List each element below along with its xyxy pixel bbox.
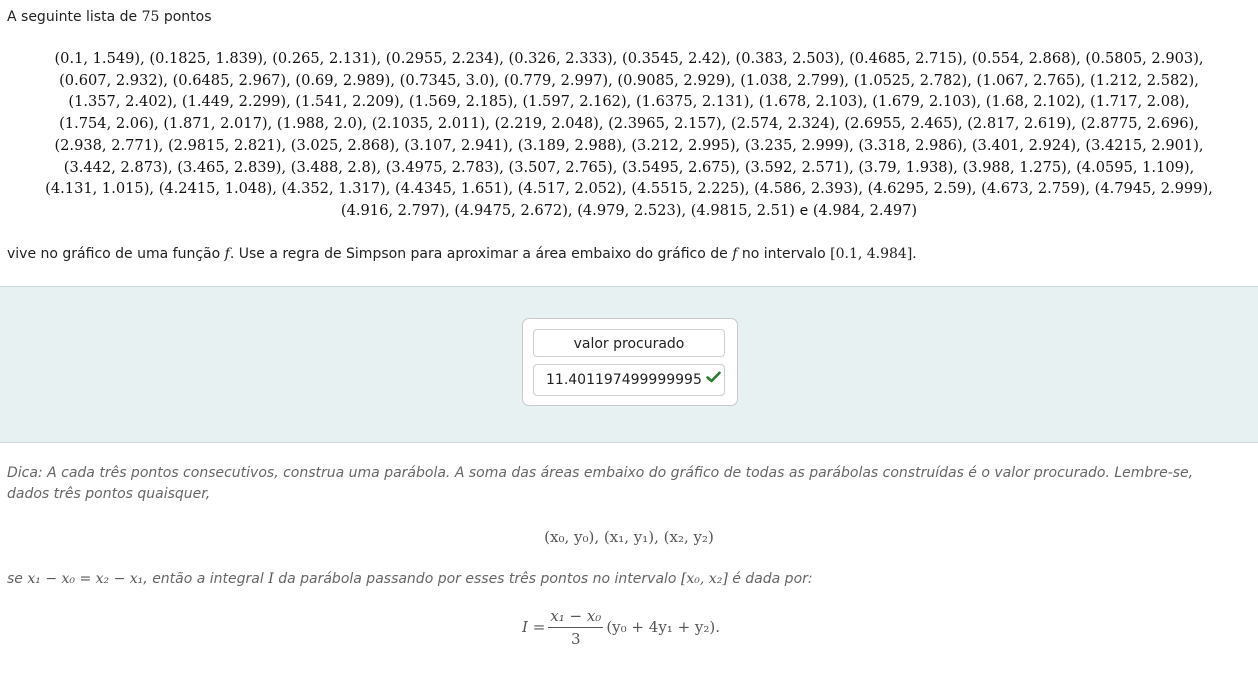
point-item: (1.679, 2.103) — [872, 93, 977, 111]
point-item: (1.871, 2.017) — [163, 115, 268, 133]
formula-lhs: I = — [522, 618, 546, 636]
point-item: (4.2415, 1.048) — [158, 180, 273, 198]
point-item: (0.2955, 2.234) — [385, 50, 500, 67]
point-item: (1.067, 2.765) — [976, 71, 1081, 89]
problem-statement — [7, 246, 917, 262]
point-item: (2.9815, 2.821) — [167, 136, 282, 154]
point-item: (3.107, 2.941) — [404, 136, 509, 154]
point-item: (3.442, 2.873) — [63, 158, 168, 176]
answer-input[interactable] — [533, 364, 725, 396]
point-item: (4.0595, 1.109) — [1076, 158, 1190, 176]
point-item: (3.189, 2.988) — [517, 136, 623, 154]
point-item: (3.318, 2.986) — [858, 136, 963, 154]
point-item: (4.4345, 1.651) — [395, 180, 509, 198]
point-item: (1.988, 2.0) — [276, 115, 363, 133]
point-item: (3.5495, 2.675) — [622, 158, 736, 176]
intro-suffix: pontos — [159, 9, 212, 25]
point-item: (3.4975, 2.783) — [385, 158, 500, 176]
point-item: (1.569, 2.185) — [408, 93, 514, 111]
point-item: (0.7345, 3.0) — [399, 71, 495, 89]
point-item: (2.219, 2.048) — [494, 115, 599, 133]
cond-math: x₁ − x₀ = x₂ − x₁ — [27, 571, 144, 587]
point-item: (1.038, 2.799) — [740, 71, 845, 89]
points-list: (0.1, 1.549), (0.1825, 1.839), (0.265, 2.131), (0.2955, 2.234), (0.326, 2.333), (0.3545, 2.42), (0.383, 2.503), (0.4685, 2.715), (0.554, 2.868), (0.5805, 2.903), (0.607, 2.932), (0.6485, 2.967), (0.69, 2.989), (0.7345, 3.0), (0.779, 2.997), (0.9085, 2.929), (1.038, 2.799), (1.0525, 2.782), (1.067, 2.765), (1.212, 2.582), (1.357, 2.402), (1.449, 2.299), (1.541, 2.209), (1.569, 2.185), (1.597, 2.162), (1.6375, 2.131), (1.678, 2.103), (1.679, 2.103), (1.68, 2.102), (1.717, 2.08), (1.754, 2.06), (1.871, 2.017), (1.988, 2.0), (2.1035, 2.011), (2.219, 2.048), (2.3965, 2.157), (2.574, 2.324), (2.6955, 2.465), (2.817, 2.619), (2.8775, 2.696), (2.938, 2.771), (2.9815, 2.821), (3.025, 2.868), (3.107, 2.941), (3.189, 2.988), (3.212, 2.995), (3.235, 2.999), (3.318, 2.986), (3.401, 2.924), (3.4215, 2.901), (3.442, 2.873), (3.465, 2.839), (3.488, 2.8), (3.4975, 2.783), (3.507, 2.765), (3.5495, 2.675), (3.592, 2.571), (3.79, 1.938), (3.988, 1.275), (4.0595, 1.109), (4.131, 1.015), (4.2415, 1.048), (4.352, 1.317), (4.4345, 1.651), (4.517, 2.052), (4.5515, 2.225), (4.586, 2.393), (4.6295, 2.59), (4.673, 2.759), (4.7945, 2.999), (4.916, 2.797), (4.9475, 2.672), (4.979, 2.523), (4.9815, 2.51) e (4.984, 2.497) — [45, 50, 1213, 219]
point-item: (0.383, 2.503) — [735, 50, 840, 67]
point-item: (0.5805, 2.903) — [1085, 50, 1199, 67]
problem-text-3: no intervalo — [737, 246, 831, 262]
point-item: (0.1, 1.549) — [54, 50, 141, 67]
point-item: (0.779, 2.997) — [503, 71, 609, 89]
hint-points-formula: (x₀, y₀), (x₁, y₁), (x₂, y₂) — [544, 528, 714, 546]
intro-text — [7, 9, 212, 25]
formula-denominator: 3 — [571, 629, 581, 648]
formula-rhs: (y₀ + 4y₁ + y₂). — [606, 618, 721, 636]
function-symbol-2: f — [732, 246, 738, 262]
point-item: (4.673, 2.759) — [981, 180, 1086, 198]
point-item: (4.984, 2.497) — [812, 201, 918, 219]
simpson-formula — [522, 604, 720, 650]
point-item: (0.1825, 1.839) — [149, 50, 263, 67]
check-icon — [706, 364, 721, 394]
cond-prefix: se — [7, 571, 28, 587]
answer-label: valor procurado — [533, 329, 725, 357]
point-item: (4.6295, 2.59) — [867, 180, 972, 198]
point-item: (0.4685, 2.715) — [849, 50, 963, 67]
point-item: (2.938, 2.771) — [54, 136, 159, 154]
point-item: (0.69, 2.989) — [295, 71, 391, 89]
point-item: (3.465, 2.839) — [177, 158, 282, 176]
points-conjunction: e — [799, 202, 809, 219]
problem-end: . — [912, 246, 917, 262]
point-item: (1.754, 2.06) — [59, 115, 155, 133]
point-item: (2.1035, 2.011) — [371, 115, 486, 133]
point-item: (1.717, 2.08) — [1090, 93, 1185, 111]
point-item: (4.916, 2.797) — [340, 201, 446, 219]
hint-condition — [7, 571, 813, 587]
point-item: (1.597, 2.162) — [522, 93, 627, 111]
answer-panel — [0, 286, 1258, 443]
point-item: (4.352, 1.317) — [281, 180, 386, 198]
problem-text-2: . Use a regra de Simpson para aproximar a área embaixo do gráfico de — [229, 246, 733, 262]
point-item: (3.025, 2.868) — [290, 136, 395, 154]
hint-text: Dica: A cada três pontos consecutivos, construa uma parábola. A soma das áreas embaixo do gráfico de todas as parábolas construídas é o valor procurado. Lembre-se, dados três pontos quaisquer, — [7, 465, 1194, 502]
point-item: (4.9815, 2.51) — [690, 201, 795, 219]
point-item: (2.3965, 2.157) — [608, 115, 722, 133]
point-item: (3.592, 2.571) — [744, 158, 850, 176]
formula-fraction — [548, 607, 603, 648]
point-item: (1.6375, 2.131) — [635, 93, 750, 111]
point-count: 75 — [141, 9, 160, 25]
point-item: (1.678, 2.103) — [758, 93, 863, 111]
point-item: (4.586, 2.393) — [754, 180, 859, 198]
cond-middle: , então a integral — [143, 571, 269, 587]
point-item: (0.6485, 2.967) — [172, 71, 287, 89]
cond-interval: [x₀, x₂] — [680, 571, 728, 587]
point-item: (4.517, 2.052) — [517, 180, 623, 198]
point-item: (1.357, 2.402) — [68, 93, 173, 111]
point-item: (1.68, 2.102) — [985, 93, 1081, 111]
point-item: (1.212, 2.582) — [1090, 71, 1195, 89]
point-item: (3.4215, 2.901) — [1085, 136, 1199, 154]
intro-prefix: A seguinte lista de — [7, 9, 142, 25]
interval: [0.1, 4.984] — [830, 246, 913, 262]
problem-text-1: vive no gráfico de uma função — [7, 246, 225, 262]
point-item: (4.979, 2.523) — [577, 201, 682, 219]
point-item: (0.265, 2.131) — [272, 50, 377, 67]
point-item: (0.326, 2.333) — [508, 50, 613, 67]
point-item: (0.554, 2.868) — [971, 50, 1077, 67]
point-item: (3.488, 2.8) — [290, 158, 377, 176]
point-item: (2.817, 2.619) — [967, 115, 1072, 133]
point-item: (1.0525, 2.782) — [853, 71, 968, 89]
point-item: (3.212, 2.995) — [631, 136, 736, 154]
point-item: (1.541, 2.209) — [295, 93, 400, 111]
point-item: (2.6955, 2.465) — [844, 115, 958, 133]
point-item: (2.8775, 2.696) — [1080, 115, 1195, 133]
point-item: (0.607, 2.932) — [59, 71, 164, 89]
point-item: (3.507, 2.765) — [508, 158, 613, 176]
point-item: (4.131, 1.015) — [45, 180, 150, 198]
point-item: (3.988, 1.275) — [962, 158, 1067, 176]
point-item: (1.449, 2.299) — [181, 93, 287, 111]
answer-value: 11.401197499999995 — [546, 372, 702, 388]
point-item: (4.5515, 2.225) — [631, 180, 745, 198]
point-item: (3.79, 1.938) — [858, 158, 954, 176]
point-item: (0.3545, 2.42) — [622, 50, 727, 67]
cond-after-i: da parábola passando por esses três pontos no intervalo — [273, 571, 681, 587]
point-item: (0.9085, 2.929) — [617, 71, 731, 89]
point-item: (4.9475, 2.672) — [454, 201, 568, 219]
point-item: (4.7945, 2.999) — [1094, 180, 1209, 198]
point-item: (3.401, 2.924) — [971, 136, 1077, 154]
point-item: (3.235, 2.999) — [744, 136, 850, 154]
cond-suffix: é dada por: — [727, 571, 813, 587]
function-symbol: f — [224, 246, 230, 262]
answer-card — [522, 318, 738, 406]
point-item: (2.574, 2.324) — [730, 115, 836, 133]
formula-numerator: x₁ − x₀ — [548, 607, 603, 628]
cond-integral-symbol: I — [268, 571, 274, 587]
